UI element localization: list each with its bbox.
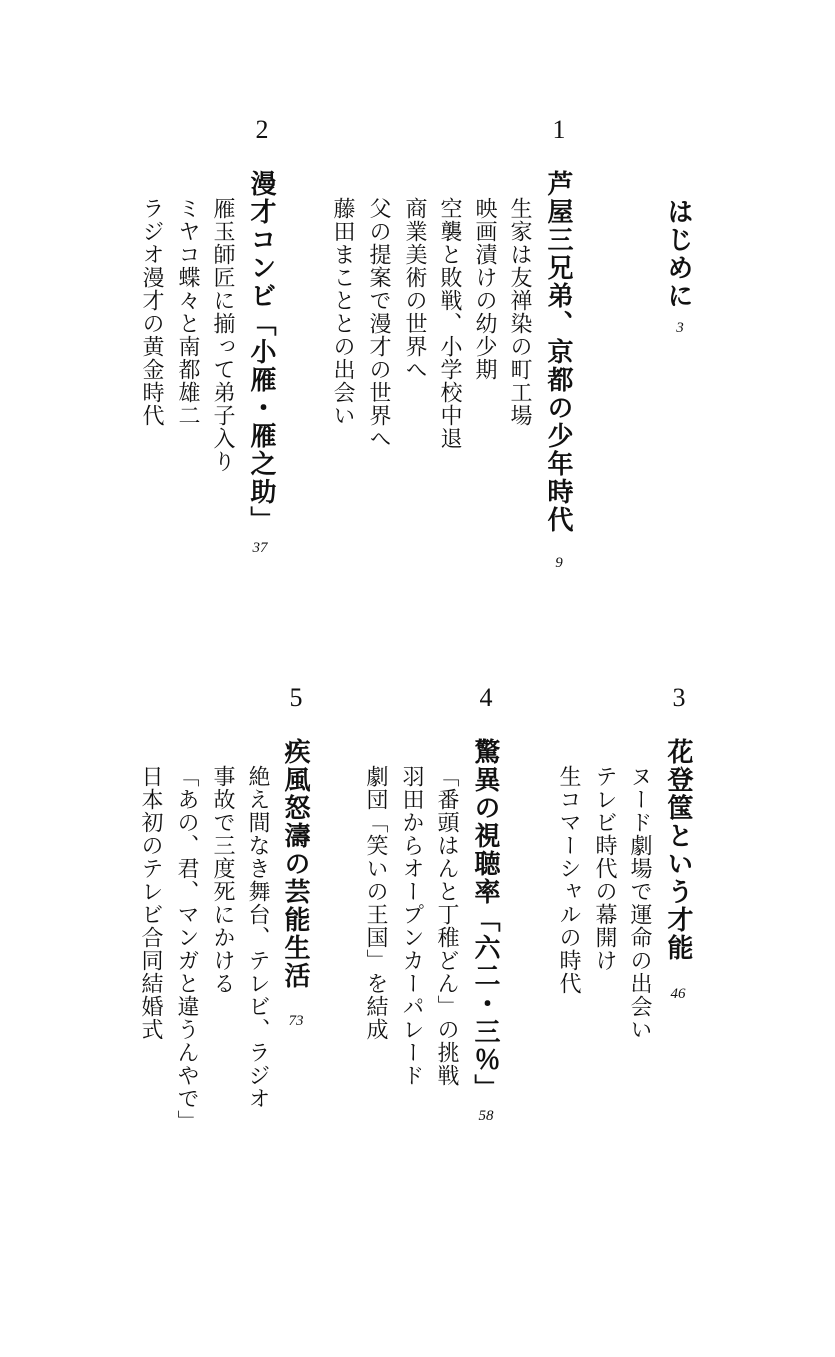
chapter-4-section-1: 「番頭はんと丁稚どん」の挑戦 xyxy=(434,765,459,1087)
chapter-4-page-number: 58 xyxy=(478,1108,494,1124)
chapter-4-title: 驚異の視聴率「六二・三％」 xyxy=(470,738,500,1102)
chapter-1-title: 芦屋三兄弟、京都の少年時代 xyxy=(543,170,573,534)
chapter-2-section-3: ラジオ漫才の黄金時代 xyxy=(139,197,164,427)
chapter-2-number: 2 xyxy=(255,115,269,144)
chapter-3-section-1: ヌード劇場で運命の出会い xyxy=(627,765,652,1041)
chapter-5-section-3: 「あの、君、マンガと違うんやで」 xyxy=(174,765,199,1133)
chapter-3-section-2: テレビ時代の幕開け xyxy=(592,765,617,972)
chapter-3-section-3: 生コマーシャルの時代 xyxy=(556,765,581,995)
chapter-1-section-1: 生家は友禅染の町工場 xyxy=(507,197,532,427)
chapter-5-section-4: 日本初のテレビ合同結婚式 xyxy=(138,765,163,1041)
chapter-1-section-5: 父の提案で漫才の世界へ xyxy=(366,197,391,450)
intro-title: はじめに xyxy=(663,198,693,310)
chapter-3-title: 花登筺という才能 xyxy=(663,738,693,962)
chapter-1-number: 1 xyxy=(552,115,566,144)
chapter-4-section-2: 羽田からオープンカーパレード xyxy=(399,765,424,1087)
chapter-1-section-6: 藤田まこととの出会い xyxy=(330,197,355,427)
chapter-4-number: 4 xyxy=(479,683,493,712)
chapter-5-number: 5 xyxy=(289,683,303,712)
chapter-1-section-3: 空襲と敗戦、小学校中退 xyxy=(437,197,462,450)
chapter-1-section-2: 映画漬けの幼少期 xyxy=(472,197,497,381)
intro-page-number: 3 xyxy=(676,320,684,336)
chapter-2-page-number: 37 xyxy=(252,540,268,556)
chapter-1-section-4: 商業美術の世界へ xyxy=(402,197,427,381)
chapter-2-section-1: 雁玉師匠に揃って弟子入り xyxy=(210,197,235,473)
chapter-5-page-number: 73 xyxy=(288,1013,304,1029)
chapter-5-section-1: 絶え間なき舞台、テレビ、ラジオ xyxy=(245,765,270,1110)
chapter-1-page-number: 9 xyxy=(555,555,563,571)
chapter-5-section-2: 事故で三度死にかける xyxy=(210,765,235,995)
chapter-2-section-2: ミヤコ蝶々と南都雄二 xyxy=(175,197,200,427)
chapter-3-page-number: 46 xyxy=(670,986,686,1002)
chapter-4-section-3: 劇団「笑いの王国」を結成 xyxy=(363,765,388,1041)
chapter-3-number: 3 xyxy=(672,683,686,712)
chapter-2-title: 漫才コンビ「小雁・雁之助」 xyxy=(246,170,276,534)
chapter-5-title: 疾風怒濤の芸能生活 xyxy=(280,738,310,990)
